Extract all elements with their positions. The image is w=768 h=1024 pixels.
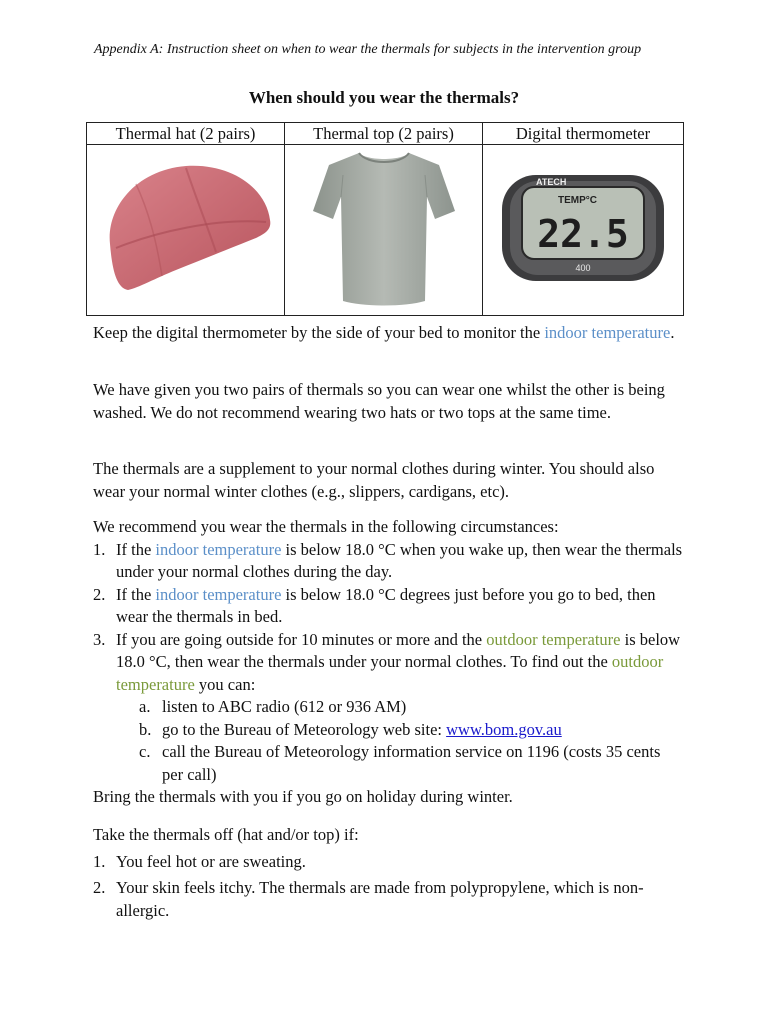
- thermometer-reading: 22.5: [537, 211, 629, 256]
- paragraph-supplement: The thermals are a supplement to your normal clothes during winter. You should also wear your normal winter clothes (e.g., slippers, cardigans, etc).: [93, 459, 655, 501]
- digital-thermometer-cell: [483, 145, 684, 316]
- sub-list-letter: b.: [139, 719, 152, 739]
- take-off-intro: Take the thermals off (hat and/or top) if:: [93, 825, 359, 844]
- sub-list-item: [93, 696, 683, 719]
- indoor-temperature-term: indoor temperature: [544, 323, 671, 342]
- paragraph-holiday: Bring the thermals with you if you go on holiday during winter.: [93, 787, 513, 806]
- thermometer-brand: ATECH: [536, 176, 567, 187]
- thermal-hat-image: [96, 148, 276, 308]
- sub-item-website: go to the Bureau of Meteorology web site:: [162, 719, 447, 739]
- appendix-caption: Appendix A: Instruction sheet on when to wear the thermals for subjects in the intervention group: [94, 42, 642, 57]
- rec3-text-e: you can:: [194, 674, 256, 694]
- sub-list-item: [93, 719, 683, 742]
- sub-item-phone: call the Bureau of Meteorology information service on 1196 (costs 35 cents per call): [162, 742, 661, 784]
- paragraph-two-pairs: We have given you two pairs of thermals so you can wear one whilst the other is being washed. We do not recommend wearing two hats or two tops at the same time.: [93, 380, 665, 422]
- list-number: 2.: [93, 584, 106, 604]
- sub-list-letter: c.: [139, 742, 151, 761]
- list-number: 2.: [93, 878, 106, 897]
- table-image-row: [87, 145, 684, 316]
- recommend-intro: We recommend you wear the thermals in the following circumstances:: [93, 517, 559, 536]
- indoor-temperature-term: indoor temperature: [155, 539, 282, 559]
- list-number: 1.: [93, 539, 106, 559]
- list-number: 1.: [93, 851, 106, 871]
- sub-list-letter: a.: [139, 697, 151, 716]
- table-header-row: [87, 123, 684, 145]
- p1-text: Keep the digital thermometer by the side of your bed to monitor the: [93, 323, 545, 342]
- list-item: [93, 539, 683, 584]
- page-title: When should you wear the thermals?: [248, 88, 520, 107]
- bom-website-link[interactable]: www.bom.gov.au: [446, 719, 562, 739]
- paragraph-take-off: [93, 824, 683, 922]
- list-number: 3.: [93, 629, 106, 649]
- thermal-top-cell: [285, 145, 483, 316]
- digital-thermometer-image: [498, 169, 668, 287]
- outdoor-temperature-term: outdoor temperature: [116, 652, 664, 694]
- sub-list-item: [93, 741, 683, 786]
- rec3-text-c: is below 18.0 °C, then wear the thermals under your normal clothes. To find out the: [116, 629, 681, 671]
- take-off-reason-itchy: Your skin feels itchy. The thermals are made from polypropylene, which is non-allergic.: [116, 878, 644, 920]
- header-thermal-top: Thermal top (2 pairs): [285, 123, 483, 145]
- header-digital-thermometer: Digital thermometer: [483, 123, 684, 145]
- rec3-text-a: If you are going outside for 10 minutes or more and the: [116, 629, 487, 649]
- list-item: [93, 851, 683, 874]
- take-off-reason-hot: You feel hot or are sweating.: [116, 851, 306, 871]
- paragraph-keep-thermometer: [93, 322, 683, 345]
- indoor-temperature-term: indoor temperature: [155, 584, 282, 604]
- rec2-text-c: is below 18.0 °C degrees just before you go to bed, then wear the thermals in bed.: [116, 584, 656, 626]
- rec1-text-a: If the: [116, 539, 156, 559]
- sub-item-radio: listen to ABC radio (612 or 936 AM): [162, 697, 407, 716]
- thermal-hat-cell: [87, 145, 285, 316]
- rec1-text-c: is below 18.0 °C when you wake up, then wear the thermals under your normal clothes during the day.: [116, 539, 683, 581]
- list-item: [93, 629, 683, 697]
- outdoor-temperature-term: outdoor temperature: [486, 629, 621, 649]
- header-thermal-hat: Thermal hat (2 pairs): [87, 123, 285, 145]
- thermals-table: [86, 122, 684, 316]
- paragraph-recommend: [93, 516, 683, 809]
- p1-end: .: [670, 323, 675, 342]
- rec2-text-a: If the: [116, 584, 156, 604]
- thermometer-temp-label: TEMP°C: [558, 194, 597, 206]
- thermal-top-image: [309, 145, 459, 310]
- list-item: [93, 877, 683, 922]
- list-item: [93, 584, 683, 629]
- thermometer-model: 400: [575, 262, 591, 273]
